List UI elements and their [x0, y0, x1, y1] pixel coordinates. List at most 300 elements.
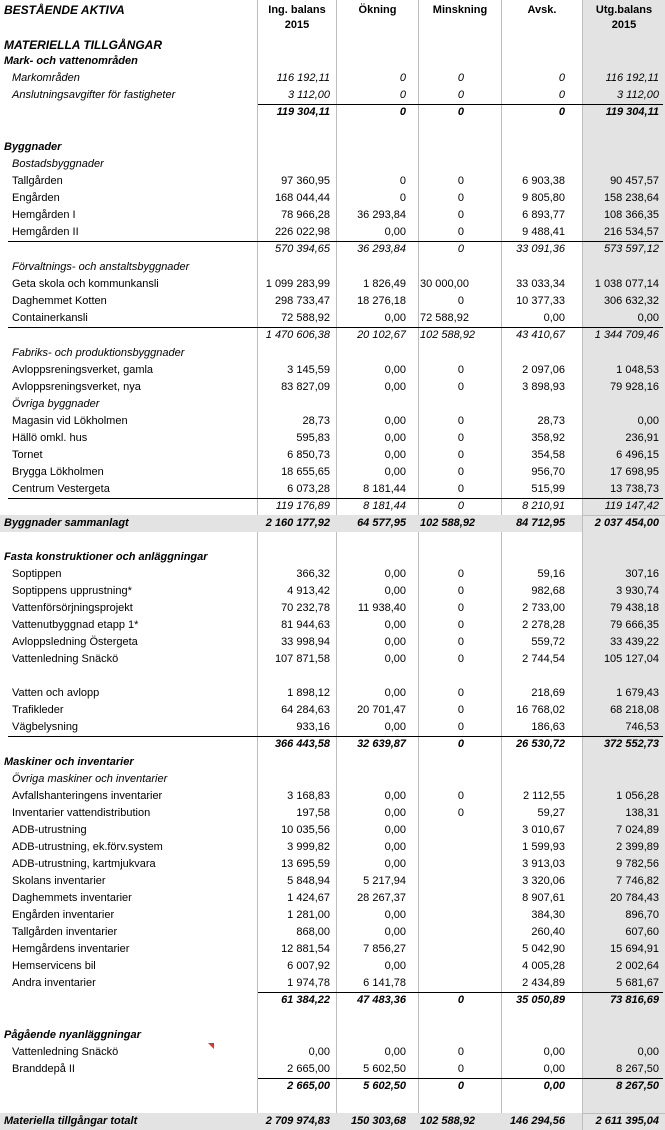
cell-increase: 0,00 — [384, 1046, 406, 1058]
row-label: Vattenutbyggnad etapp 1* — [12, 619, 139, 631]
table-row — [0, 156, 665, 173]
cell-decrease: 0 — [457, 721, 464, 733]
cell-opening: 119 176,89 — [275, 500, 330, 512]
cell-increase: 0,00 — [384, 926, 406, 938]
cell-opening: 4 913,42 — [287, 585, 330, 597]
row-label: Mark- och vattenområden — [4, 55, 138, 67]
cell-closing: 306 632,32 — [603, 295, 659, 307]
cell-depreciation: 1 599,93 — [522, 841, 565, 853]
cell-opening: 366 443,58 — [274, 738, 330, 750]
col-header-closing — [583, 3, 665, 33]
row-label: Fabriks- och produktionsbyggnader — [12, 347, 185, 359]
cell-closing: 2 399,89 — [616, 841, 659, 853]
cell-depreciation: 4 005,28 — [522, 960, 565, 972]
cell-depreciation: 2 278,28 — [522, 619, 565, 631]
table-row — [0, 207, 665, 224]
table-row — [0, 771, 665, 788]
row-label: Fasta konstruktioner och anläggningar — [4, 551, 208, 563]
cell-increase: 0,00 — [384, 687, 406, 699]
row-label: Markområden — [12, 72, 80, 84]
cell-depreciation: 358,92 — [531, 432, 565, 444]
table-row — [0, 754, 665, 771]
cell-increase: 0,00 — [384, 960, 406, 972]
table-row — [0, 1044, 665, 1061]
cell-decrease: 0 — [457, 72, 464, 84]
cell-closing: 8 267,50 — [616, 1080, 659, 1092]
row-label: Tornet — [12, 449, 43, 461]
table-row — [0, 190, 665, 207]
row-label: Hemgården II — [12, 226, 79, 238]
cell-depreciation: 59,16 — [537, 568, 565, 580]
row-label: Containerkansli — [12, 312, 88, 324]
cell-increase: 0,00 — [384, 841, 406, 853]
cell-decrease: 0 — [457, 226, 464, 238]
cell-increase: 0 — [399, 89, 406, 101]
cell-depreciation: 35 050,89 — [516, 994, 565, 1006]
cell-decrease: 0 — [457, 295, 464, 307]
table-row — [0, 498, 665, 515]
cell-depreciation: 2 097,06 — [522, 364, 565, 376]
cell-increase: 0,00 — [384, 909, 406, 921]
cell-opening: 298 733,47 — [274, 295, 330, 307]
col-header-depreciation — [502, 3, 582, 33]
table-row — [0, 379, 665, 396]
row-label: MATERIELLA TILLGÅNGAR — [4, 38, 162, 52]
cell-closing: 33 439,22 — [610, 636, 659, 648]
cell-depreciation: 10 377,33 — [516, 295, 565, 307]
cell-depreciation: 384,30 — [531, 909, 565, 921]
cell-closing: 108 366,35 — [603, 209, 659, 221]
row-label: Inventarier vattendistribution — [12, 807, 151, 819]
table-row — [0, 736, 665, 753]
cell-closing: 3 112,00 — [616, 89, 659, 101]
cell-opening: 226 022,98 — [274, 226, 330, 238]
cell-opening: 595,83 — [296, 432, 330, 444]
cell-increase: 36 293,84 — [357, 243, 406, 255]
table-row — [0, 259, 665, 276]
cell-decrease: 0 — [457, 636, 464, 648]
cell-increase: 0,00 — [384, 568, 406, 580]
row-label: Vattenledning Snäckö — [12, 1046, 119, 1058]
cell-opening: 13 695,59 — [281, 858, 330, 870]
cell-decrease: 0 — [457, 483, 464, 495]
row-label: Trafikleder — [12, 704, 64, 716]
cell-decrease: 0 — [457, 994, 464, 1006]
cell-increase: 150 303,68 — [350, 1115, 406, 1127]
row-label: Daghemmet Kotten — [12, 295, 107, 307]
cell-closing: 20 784,43 — [610, 892, 659, 904]
cell-depreciation: 0,00 — [543, 1063, 565, 1075]
cell-decrease: 0 — [457, 432, 464, 444]
cell-closing: 7 746,82 — [616, 875, 659, 887]
table-row — [0, 941, 665, 958]
table-row — [0, 566, 665, 583]
cell-depreciation: 3 913,03 — [522, 858, 565, 870]
cell-closing: 746,53 — [625, 721, 659, 733]
cell-decrease: 0 — [457, 466, 464, 478]
row-label: Avloppsreningsverket, gamla — [12, 364, 154, 376]
cell-closing: 5 681,67 — [616, 977, 659, 989]
table-row — [0, 634, 665, 651]
cell-depreciation: 28,73 — [537, 415, 565, 427]
cell-decrease: 30 000,00 — [420, 278, 469, 290]
cell-opening: 12 881,54 — [281, 943, 330, 955]
table-row — [0, 685, 665, 702]
cell-decrease: 0 — [457, 1046, 464, 1058]
table-row — [0, 173, 665, 190]
cell-increase: 0,00 — [384, 585, 406, 597]
col-header-closing-label: Utg.balans — [595, 4, 653, 16]
row-label: Hemservicens bil — [12, 960, 96, 972]
cell-increase: 0,00 — [384, 415, 406, 427]
row-label: Vattenförsörjningsprojekt — [12, 602, 133, 614]
table-row — [0, 396, 665, 413]
cell-decrease: 0 — [457, 243, 464, 255]
cell-increase: 0,00 — [384, 432, 406, 444]
cell-closing: 17 698,95 — [610, 466, 659, 478]
cell-increase: 0,00 — [384, 824, 406, 836]
row-label: Soptippen — [12, 568, 62, 580]
table-row — [0, 276, 665, 293]
cell-closing: 79 438,18 — [610, 602, 659, 614]
cell-depreciation: 3 898,93 — [522, 381, 565, 393]
table-row — [0, 702, 665, 719]
cell-depreciation: 5 042,90 — [522, 943, 565, 955]
table-row — [0, 549, 665, 566]
cell-increase: 0,00 — [384, 653, 406, 665]
cell-opening: 3 168,83 — [287, 790, 330, 802]
cell-increase: 5 602,50 — [363, 1063, 406, 1075]
cell-increase: 0,00 — [384, 807, 406, 819]
page-title: BESTÅENDE AKTIVA — [4, 3, 125, 17]
cell-decrease: 0 — [457, 738, 464, 750]
cell-opening: 2 709 974,83 — [265, 1115, 330, 1127]
cell-opening: 366,32 — [296, 568, 330, 580]
table-row — [0, 873, 665, 890]
table-row — [0, 87, 665, 104]
cell-closing: 2 002,64 — [616, 960, 659, 972]
cell-closing: 0,00 — [637, 1046, 659, 1058]
cell-depreciation: 6 903,38 — [522, 175, 565, 187]
cell-increase: 36 293,84 — [357, 209, 406, 221]
cell-increase: 0,00 — [384, 790, 406, 802]
cell-depreciation: 33 091,36 — [516, 243, 565, 255]
cell-decrease: 0 — [457, 653, 464, 665]
cell-opening: 18 655,65 — [281, 466, 330, 478]
cell-closing: 68 218,08 — [610, 704, 659, 716]
cell-opening: 168 044,44 — [274, 192, 330, 204]
cell-increase: 20 102,67 — [357, 329, 406, 341]
cell-decrease: 0 — [457, 704, 464, 716]
col-header-decrease-label: Minskning — [432, 4, 488, 16]
row-label: Daghemmets inventarier — [12, 892, 132, 904]
cell-decrease: 0 — [457, 602, 464, 614]
row-label: Tallgården — [12, 175, 63, 187]
cell-increase: 5 602,50 — [363, 1080, 406, 1092]
cell-decrease: 0 — [457, 585, 464, 597]
cell-decrease: 0 — [457, 415, 464, 427]
row-label: Soptippens upprustning* — [12, 585, 132, 597]
col-header-opening — [258, 3, 336, 33]
cell-closing: 105 127,04 — [603, 653, 659, 665]
table-row — [0, 890, 665, 907]
cell-decrease: 0 — [457, 175, 464, 187]
table-row — [0, 719, 665, 736]
cell-decrease: 102 588,92 — [420, 329, 476, 341]
col-header-decrease — [419, 3, 501, 33]
cell-decrease: 0 — [457, 192, 464, 204]
cell-increase: 0 — [399, 72, 406, 84]
row-label: Pågående nyanläggningar — [4, 1029, 141, 1041]
row-label: Materiella tillgångar totalt — [4, 1115, 138, 1127]
row-label: Brygga Lökholmen — [12, 466, 104, 478]
cell-depreciation: 3 320,06 — [522, 875, 565, 887]
cell-decrease: 0 — [457, 807, 464, 819]
row-label: Anslutningsavgifter för fastigheter — [12, 89, 176, 101]
cell-closing: 3 930,74 — [616, 585, 659, 597]
cell-closing: 7 024,89 — [616, 824, 659, 836]
cell-closing: 13 738,73 — [610, 483, 659, 495]
row-label: Hemgårdens inventarier — [12, 943, 130, 955]
table-row — [0, 958, 665, 975]
cell-opening: 107 871,58 — [274, 653, 330, 665]
cell-depreciation: 9 805,80 — [522, 192, 565, 204]
cell-depreciation: 515,99 — [531, 483, 565, 495]
cell-increase: 47 483,36 — [357, 994, 406, 1006]
cell-decrease: 0 — [457, 449, 464, 461]
cell-opening: 2 160 177,92 — [265, 517, 330, 529]
row-label: Engården inventarier — [12, 909, 115, 921]
cell-depreciation: 956,70 — [531, 466, 565, 478]
cell-depreciation: 0,00 — [543, 312, 565, 324]
cell-opening: 2 665,00 — [287, 1080, 330, 1092]
cell-increase: 5 217,94 — [363, 875, 406, 887]
cell-closing: 1 038 077,14 — [594, 278, 659, 290]
row-label: Avfallshanteringens inventarier — [12, 790, 163, 802]
cell-opening: 64 284,63 — [281, 704, 330, 716]
cell-opening: 81 944,63 — [281, 619, 330, 631]
cell-opening: 116 192,11 — [276, 72, 330, 84]
cell-opening: 61 384,22 — [281, 994, 330, 1006]
cell-depreciation: 8 907,61 — [522, 892, 565, 904]
cell-increase: 0,00 — [384, 636, 406, 648]
table-row — [0, 413, 665, 430]
cell-depreciation: 6 893,77 — [522, 209, 565, 221]
cell-depreciation: 354,58 — [531, 449, 565, 461]
cell-increase: 20 701,47 — [357, 704, 406, 716]
cell-opening: 933,16 — [296, 721, 330, 733]
cell-depreciation: 982,68 — [531, 585, 565, 597]
col-header-closing-year: 2015 — [611, 19, 637, 31]
col-header-increase-label: Ökning — [358, 4, 397, 16]
table-row — [0, 447, 665, 464]
cell-increase: 28 267,37 — [357, 892, 406, 904]
cell-opening: 72 588,92 — [281, 312, 330, 324]
row-label: Förvaltnings- och anstaltsbyggnader — [12, 261, 190, 273]
cell-increase: 8 181,44 — [363, 483, 406, 495]
cell-increase: 0 — [399, 106, 406, 118]
cell-depreciation: 59,27 — [537, 807, 565, 819]
cell-decrease: 0 — [457, 687, 464, 699]
cell-closing: 1 056,28 — [616, 790, 659, 802]
row-label: Magasin vid Lökholmen — [12, 415, 128, 427]
cell-opening: 570 394,65 — [274, 243, 330, 255]
row-label: Hemgården I — [12, 209, 76, 221]
table-row — [0, 839, 665, 856]
table-row — [0, 600, 665, 617]
row-label: ADB-utrustning, kartmjukvara — [12, 858, 156, 870]
cell-opening: 5 848,94 — [287, 875, 330, 887]
cell-decrease: 102 588,92 — [420, 517, 476, 529]
cell-closing: 607,60 — [625, 926, 659, 938]
cell-opening: 2 665,00 — [287, 1063, 330, 1075]
cell-depreciation: 2 434,89 — [522, 977, 565, 989]
cell-increase: 0,00 — [384, 619, 406, 631]
cell-closing: 158 238,64 — [603, 192, 659, 204]
cell-depreciation: 218,69 — [531, 687, 565, 699]
cell-opening: 197,58 — [296, 807, 330, 819]
cell-closing: 372 552,73 — [603, 738, 659, 750]
col-header-opening-year: 2015 — [284, 19, 310, 31]
cell-increase: 11 938,40 — [357, 602, 406, 614]
cell-increase: 64 577,95 — [357, 517, 406, 529]
table-row — [0, 53, 665, 70]
cell-decrease: 0 — [457, 89, 464, 101]
cell-decrease: 0 — [457, 1063, 464, 1075]
table-row — [0, 924, 665, 941]
cell-closing: 138,31 — [625, 807, 659, 819]
row-label: Byggnader — [4, 141, 62, 153]
col-header-opening-label: Ing. balans — [268, 4, 326, 16]
table-row — [0, 241, 665, 258]
cell-closing: 119 147,42 — [604, 500, 659, 512]
table-row — [0, 975, 665, 992]
cell-closing: 9 782,56 — [616, 858, 659, 870]
cell-closing: 896,70 — [625, 909, 659, 921]
comment-marker-icon — [208, 1043, 214, 1049]
row-label: Branddepå II — [12, 1063, 75, 1075]
cell-closing: 8 267,50 — [616, 1063, 659, 1075]
table-row — [0, 822, 665, 839]
cell-opening: 1 099 283,99 — [265, 278, 330, 290]
cell-closing: 573 597,12 — [603, 243, 659, 255]
cell-opening: 1 424,67 — [287, 892, 330, 904]
cell-decrease: 0 — [457, 1080, 464, 1092]
row-label: Byggnader sammanlagt — [4, 517, 129, 529]
cell-opening: 1 974,78 — [287, 977, 330, 989]
cell-depreciation: 146 294,56 — [509, 1115, 565, 1127]
cell-increase: 0 — [399, 175, 406, 187]
cell-closing: 73 816,69 — [610, 994, 659, 1006]
cell-depreciation: 2 733,00 — [522, 602, 565, 614]
cell-increase: 0,00 — [384, 721, 406, 733]
cell-opening: 1 470 606,38 — [265, 329, 330, 341]
cell-decrease: 0 — [457, 568, 464, 580]
cell-opening: 6 073,28 — [287, 483, 330, 495]
cell-decrease: 0 — [457, 500, 464, 512]
cell-closing: 307,16 — [625, 568, 659, 580]
cell-increase: 0,00 — [384, 466, 406, 478]
table-row — [0, 515, 665, 532]
table-row — [0, 907, 665, 924]
cell-depreciation: 16 768,02 — [516, 704, 565, 716]
row-label: Centrum Vestergeta — [12, 483, 110, 495]
table-row — [0, 481, 665, 498]
cell-closing: 0,00 — [637, 312, 659, 324]
cell-decrease: 72 588,92 — [420, 312, 469, 324]
cell-closing: 15 694,91 — [610, 943, 659, 955]
cell-depreciation: 8 210,91 — [522, 500, 565, 512]
cell-closing: 119 304,11 — [605, 106, 659, 118]
cell-closing: 90 457,57 — [610, 175, 659, 187]
cell-increase: 0,00 — [384, 381, 406, 393]
table-row — [0, 583, 665, 600]
cell-increase: 0,00 — [384, 449, 406, 461]
cell-depreciation: 0,00 — [543, 1046, 565, 1058]
cell-closing: 79 928,16 — [610, 381, 659, 393]
table-row — [0, 362, 665, 379]
cell-depreciation: 26 530,72 — [516, 738, 565, 750]
cell-opening: 33 998,94 — [281, 636, 330, 648]
cell-decrease: 0 — [457, 790, 464, 802]
cell-opening: 6 007,92 — [287, 960, 330, 972]
cell-decrease: 0 — [457, 364, 464, 376]
table-row — [0, 139, 665, 156]
cell-depreciation: 559,72 — [531, 636, 565, 648]
cell-increase: 0,00 — [384, 226, 406, 238]
cell-increase: 8 181,44 — [363, 500, 406, 512]
row-label: Vatten och avlopp — [12, 687, 100, 699]
table-row — [0, 37, 665, 54]
cell-opening: 10 035,56 — [281, 824, 330, 836]
cell-closing: 6 496,15 — [616, 449, 659, 461]
row-label: Övriga maskiner och inventarier — [12, 773, 168, 785]
table-row — [0, 1078, 665, 1095]
row-label: Maskiner och inventarier — [4, 756, 134, 768]
table-row — [0, 70, 665, 87]
cell-closing: 2 611 395,04 — [595, 1115, 659, 1127]
cell-opening: 70 232,78 — [281, 602, 330, 614]
cell-increase: 0,00 — [384, 858, 406, 870]
cell-depreciation: 43 410,67 — [516, 329, 565, 341]
row-label: Engården — [12, 192, 60, 204]
table-row — [0, 104, 665, 121]
cell-depreciation: 9 488,41 — [522, 226, 565, 238]
cell-opening: 0,00 — [308, 1046, 330, 1058]
cell-depreciation: 84 712,95 — [516, 517, 565, 529]
cell-decrease: 102 588,92 — [420, 1115, 476, 1127]
table-row — [0, 430, 665, 447]
cell-depreciation: 0 — [558, 72, 565, 84]
row-label: Skolans inventarier — [12, 875, 106, 887]
row-label: Vägbelysning — [12, 721, 79, 733]
table-row — [0, 293, 665, 310]
cell-increase: 7 856,27 — [363, 943, 406, 955]
cell-closing: 1 679,43 — [616, 687, 659, 699]
cell-depreciation: 260,40 — [531, 926, 565, 938]
cell-closing: 0,00 — [637, 415, 659, 427]
table-row — [0, 992, 665, 1009]
cell-decrease: 0 — [457, 619, 464, 631]
cell-opening: 3 145,59 — [287, 364, 330, 376]
table-row — [0, 345, 665, 362]
cell-increase: 32 639,87 — [357, 738, 406, 750]
table-row — [0, 1061, 665, 1078]
cell-closing: 216 534,57 — [603, 226, 659, 238]
row-label: Vattenledning Snäckö — [12, 653, 119, 665]
cell-closing: 79 666,35 — [610, 619, 659, 631]
table-row — [0, 464, 665, 481]
